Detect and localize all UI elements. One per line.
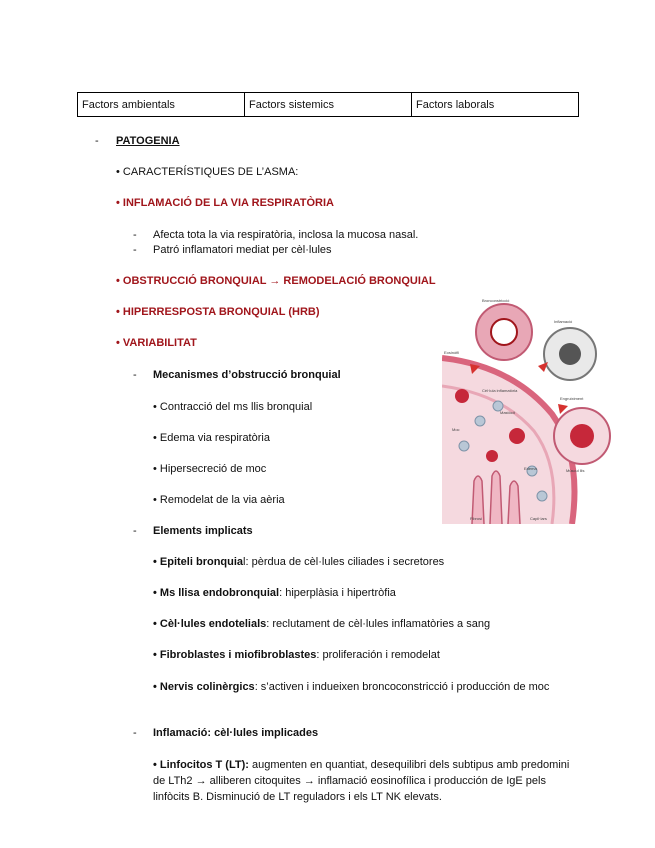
dash-icon: -: [133, 229, 137, 241]
linfocitos-bold: • Linfocitos T (LT):: [153, 759, 249, 771]
figure-cell: [455, 389, 469, 403]
airway-illustration: [442, 296, 614, 524]
element-ms-llisa-bold: • Ms llisa endobronquial: [153, 587, 280, 599]
dash-icon: -: [133, 525, 137, 537]
figure-label: Engruiximent: [560, 396, 584, 401]
figure-label: Múscul llis: [566, 468, 585, 473]
section-title: PATOGENIA: [116, 135, 180, 147]
section-dash: -: [95, 135, 99, 147]
figure-label: Mastòcit: [500, 410, 515, 415]
variabilitat-heading: • VARIABILITAT: [116, 337, 197, 349]
hrb-heading: • HIPERRESPOSTA BRONQUIAL (HRB): [116, 306, 320, 318]
figure-label: Cèl·lula inflamatòria: [482, 388, 518, 393]
figure-label: Fibrosi: [470, 516, 483, 521]
element-endotelials-rest: : reclutament de cèl·lules inflamatòries a sang: [266, 618, 491, 630]
table-cell-laborals: Factors laborals: [412, 93, 579, 117]
element-epiteli: [153, 555, 444, 569]
linfocitos-paragraph: [153, 757, 578, 805]
mecanismes-heading: Mecanismes d’obstrucció bronquial: [153, 369, 341, 381]
mecanismes-item-1: • Contracció del ms llis bronquial: [153, 401, 313, 413]
airway-inflamed-lumen: [559, 343, 581, 365]
caracteristiques-heading: • CARACTERÍSTIQUES DE L’ASMA:: [116, 166, 299, 178]
dash-icon: -: [133, 727, 137, 739]
element-ms-llisa-rest: : hiperplàsia i hipertròfia: [279, 587, 396, 599]
figure-cell: [509, 428, 525, 444]
mecanismes-item-2: • Edema via respiratòria: [153, 432, 270, 444]
element-fibroblastes-rest: : proliferación i remodelat: [316, 649, 440, 661]
figure-cell: [459, 441, 469, 451]
figure-label: Eosinòfil: [444, 350, 460, 355]
airway-remodelled-lumen: [570, 424, 594, 448]
element-nervis-bold: • Nervis colinèrgics: [153, 681, 255, 693]
obstruccio-heading: • OBSTRUCCIÓ BRONQUIAL → REMODELACIÓ BRONQUIAL: [116, 275, 436, 287]
element-nervis-rest: : s’activen i indueixen broncoconstricció i producción de moc: [254, 681, 550, 693]
figure-label: Inflamació: [554, 319, 573, 324]
mecanismes-item-4: • Remodelat de la via aèria: [153, 494, 285, 506]
inflamacio-cel-heading: Inflamació: cèl·lules implicades: [153, 727, 319, 739]
dash-icon: -: [133, 369, 137, 381]
airway-lumen: [491, 319, 517, 345]
table-cell-sistemics: Factors sistemics: [245, 93, 412, 117]
element-fibroblastes: [153, 648, 440, 662]
linfocitos-rest: augmenten en quantiat, desequilibri dels subtipus amb predomini de LTh2 → alliberen citoquites → inflamació eosinofílica i producción de IgE pels linfòcits B. Disminució de LT reguladors i els LT NK elevats.: [153, 759, 570, 803]
table-cell-ambientals: Factors ambientals: [78, 93, 245, 117]
figure-label: Bronconstricció: [482, 298, 510, 303]
element-epiteli-bold: • Epiteli bronquia: [153, 556, 244, 568]
element-nervis: [153, 679, 578, 695]
table-row: [78, 93, 579, 117]
figure-label: Capil·lars: [530, 516, 547, 521]
figure-label: Edema: [524, 466, 537, 471]
figure-cell: [475, 416, 485, 426]
figure-cell: [537, 491, 547, 501]
element-ms-llisa: [153, 586, 396, 600]
element-endotelials-bold: • Cèl·lules endotelials: [153, 618, 267, 630]
element-endotelials: [153, 617, 490, 631]
figure-cell: [486, 450, 498, 462]
element-epiteli-rest: l: pèrdua de cèl·lules ciliades i secretores: [243, 556, 445, 568]
inflamacio-item-1: Afecta tota la via respiratòria, inclosa la mucosa nasal.: [153, 229, 419, 241]
mecanismes-item-3: • Hipersecreció de moc: [153, 463, 267, 475]
elements-heading: Elements implicats: [153, 525, 253, 537]
figure-label: Moc: [452, 427, 460, 432]
inflamacio-item-2: Patró inflamatori mediat per cèl·lules: [153, 244, 332, 256]
inflamacio-heading: • INFLAMACIÓ DE LA VIA RESPIRATÒRIA: [116, 197, 334, 209]
dash-icon: -: [133, 244, 137, 256]
factors-table: [77, 92, 579, 117]
element-fibroblastes-bold: • Fibroblastes i miofibroblastes: [153, 649, 317, 661]
